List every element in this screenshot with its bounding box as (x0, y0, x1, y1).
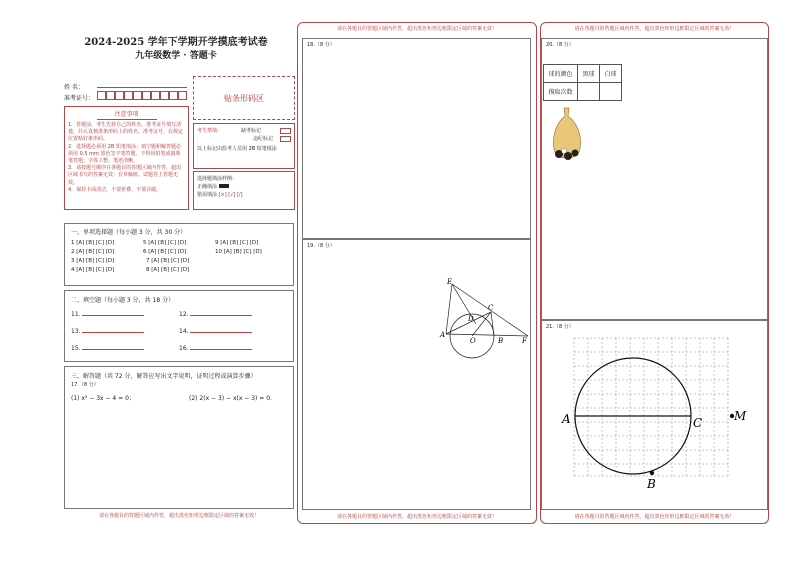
candidate-instruction: 以上标记由监考人员用 2B 铅笔填涂 (197, 146, 277, 152)
q20-header: 黑球 (578, 65, 600, 83)
q18-area[interactable] (302, 38, 531, 239)
violation-mark[interactable] (280, 136, 291, 142)
blank-line[interactable] (190, 315, 252, 316)
blank-label: 12. (179, 311, 189, 318)
id-label: 准考证号： (64, 95, 95, 102)
q17-part2: (2) 2(x − 3) − x(x − 3) = 0． (189, 395, 277, 402)
q21-point-M: M (734, 409, 747, 423)
warning-right-bottom: 请在各题目的答题区域内作答，超出黑色矩形边框限定区域的答案无效！ (574, 514, 735, 520)
notes-box (64, 106, 189, 210)
violation-label: 违纪标记 (252, 136, 273, 142)
q17-label: 17.（8 分） (71, 382, 99, 388)
section2-title: 二、填空题（每小题 3 分，共 18 分） (71, 297, 175, 304)
note-item: 3．请按题号顺序在各题目的答题区域内作答，超出区域书写的答案无效；在草稿纸、试题卷上答题无效。 (68, 165, 182, 186)
choice-item[interactable]: 9 [A] [B] [C] [D] (215, 240, 259, 246)
q19-label: 19.（8 分） (307, 243, 335, 249)
notes-title: 注意事项 (97, 108, 157, 120)
q19-point-D: D (468, 315, 474, 323)
q21-label: 21.（8 分） (546, 324, 574, 330)
q20-label: 20.（8 分） (546, 42, 574, 48)
q17-part1: (1) x² − 3x − 4 = 0； (71, 395, 135, 402)
correct-fill-label: 正确填涂 (197, 184, 218, 190)
warning-middle-top: 请在各题目的答题区域内作答，超出黑色矩形边框限定区域的答案无效！ (336, 26, 497, 32)
q19-point-B: B (498, 337, 504, 345)
choice-item[interactable]: 3 [A] [B] [C] [D] (71, 258, 115, 264)
q20-cell[interactable] (578, 83, 600, 101)
q21-point-A: A (562, 412, 571, 426)
warning-left: 请在各题目的答题区域内作答，超出黑色矩形边框限定区域的答案无效！ (98, 513, 259, 519)
blank-line[interactable] (82, 315, 144, 316)
blank-line[interactable] (190, 349, 252, 350)
q20-cell[interactable] (600, 83, 622, 101)
choice-section (64, 223, 294, 286)
blank-line[interactable] (82, 349, 144, 350)
choice-item[interactable]: 2 [A] [B] [C] [D] (71, 249, 115, 255)
q19-point-O: O (470, 337, 476, 345)
blank-line[interactable] (190, 332, 252, 333)
id-boxes[interactable] (97, 91, 187, 100)
absent-label: 缺考标记 (241, 128, 262, 134)
blank-line[interactable] (82, 332, 144, 333)
correct-fill-mark (219, 184, 229, 188)
choice-item[interactable]: 4 [A] [B] [C] [D] (71, 267, 115, 273)
choice-item[interactable]: 8 [A] [B] [C] [D] (146, 267, 190, 273)
q19-point-A: A (440, 331, 446, 339)
page-subtitle: 九年级数学 · 答题卡 (135, 51, 217, 61)
absent-mark[interactable] (280, 128, 291, 134)
bag-illustration (549, 106, 585, 164)
section3-title: 三、解答题（共 72 分，解答应写出文字说明，证明过程或演算步骤） (71, 373, 257, 380)
note-item: 2．选择题必须用 2B 铅笔填涂；填空题和解答题必须用 0.5 mm 黑色签字笔答题，不得用铅笔或圆珠笔答题；字体工整、笔迹清晰。 (68, 143, 181, 165)
choice-item[interactable]: 6 [A] [B] [C] [D] (143, 249, 187, 255)
q20-header: 白球 (600, 65, 622, 83)
warning-right-top: 请在各题目的答题区域内作答，超出黑色矩形边框限定区域的答案无效！ (574, 26, 735, 32)
barcode-area (193, 76, 295, 120)
q21-point-C: C (693, 416, 703, 430)
candidate-label: 考生禁填： (197, 128, 223, 134)
blank-label: 16. (179, 345, 189, 352)
fill-section (64, 290, 294, 362)
note-item: 1．答题前，考生先将自己的姓名，准考证号填写清楚，并认真核准条形码上的姓名、准考证号，在规定位置贴好条形码。 (68, 122, 184, 143)
warning-middle-bottom: 请在各题目的答题区域内作答，超出黑色矩形边框限定区域的答案无效！ (336, 514, 497, 520)
blank-label: 13. (71, 328, 81, 335)
wrong-fill-marks: [×] [√] [/] (218, 192, 243, 198)
q21-figure (560, 334, 750, 494)
candidate-box (193, 123, 295, 169)
q19-point-C: C (488, 304, 494, 312)
q20-header: 球的颜色 (544, 65, 578, 83)
page-title: 2024-2025 学年下学期开学摸底考试卷 (84, 37, 268, 48)
blank-label: 14. (179, 328, 189, 335)
note-item: 4．保持卡面清洁，不要折叠、不要弄破。 (68, 186, 162, 193)
q19-point-E: E (447, 278, 453, 286)
q20-row-label: 摸取次数 (544, 83, 578, 101)
solve-section (64, 366, 294, 509)
blank-label: 11. (71, 311, 81, 318)
section1-title: 一、单项选择题（每小题 3 分，共 30 分） (71, 229, 187, 236)
name-field[interactable] (97, 80, 187, 88)
wrong-fill-label: 错误填涂 (197, 192, 218, 198)
barcode-label: 贴条形码区 (224, 93, 264, 103)
blank-label: 15. (71, 345, 81, 352)
q19-point-F: F (522, 337, 527, 345)
choice-item[interactable]: 7 [A] [B] [C] [D] (146, 258, 190, 264)
choice-item[interactable]: 10 [A] [B] [C] [D] (215, 249, 262, 255)
fill-example-title: 选择题填涂样例： (197, 176, 238, 182)
choice-item[interactable]: 5 [A] [B] [C] [D] (143, 240, 187, 246)
q21-point-B: B (647, 477, 656, 491)
q18-label: 18.（8 分） (307, 42, 335, 48)
fill-example-box (193, 171, 295, 210)
choice-item[interactable]: 1 [A] [B] [C] [D] (71, 240, 115, 246)
name-label: 姓 名： (64, 84, 84, 91)
q20-table (543, 64, 622, 101)
q19-figure (436, 278, 532, 362)
